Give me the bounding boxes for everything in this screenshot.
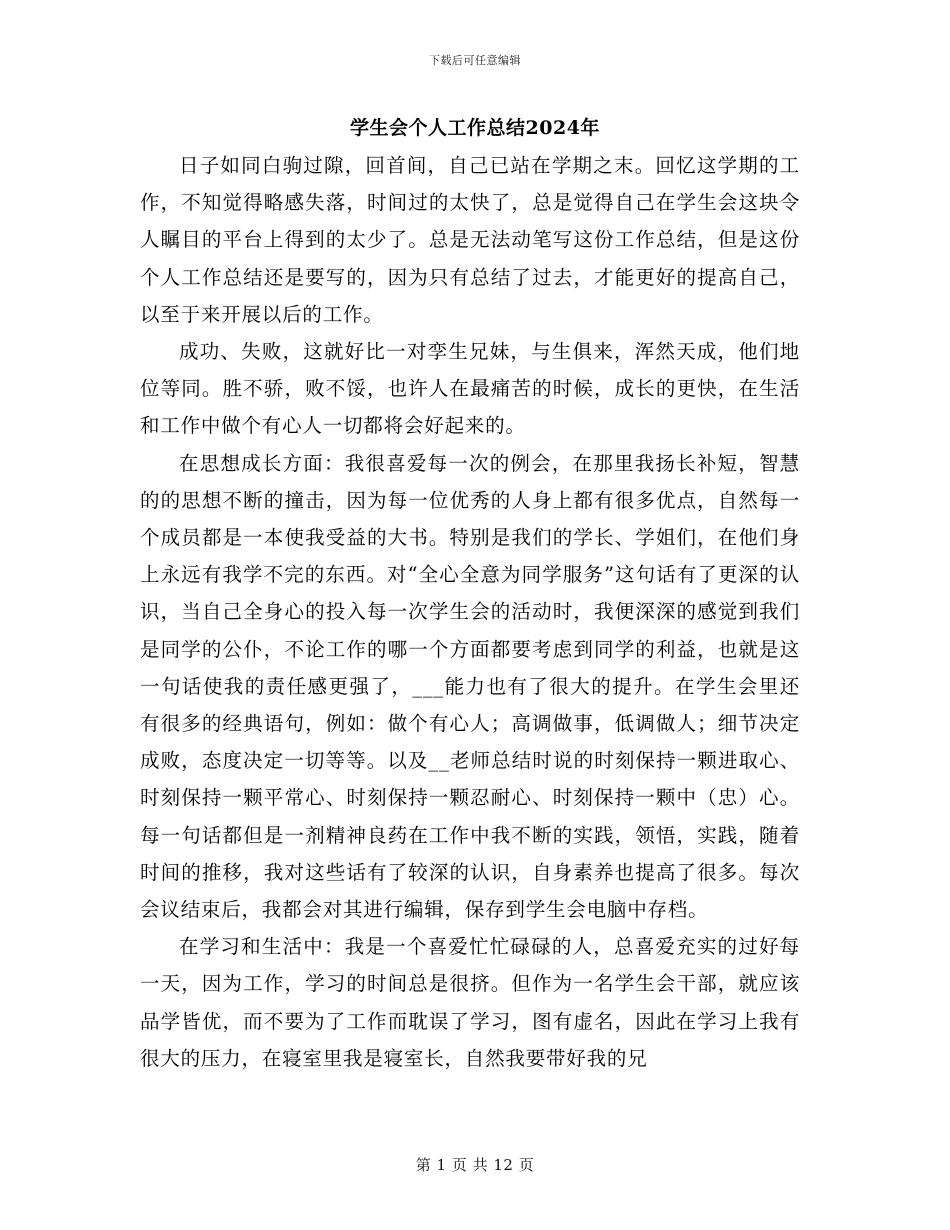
document-title: 学生会个人工作总结2024年 [350,117,600,139]
paragraph-study-life: 在学习和生活中：我是一个喜爱忙忙碌碌的人，总喜爱充实的过好每一天，因为工作，学习的时间总是很挤。但作为一名学生会干部，就应该品学皆优，而不要为了工作而耽误了学习，图有虚名，因此在学习上我有很大的压力，在寝室里我是寝室长，自然我要带好我的兄 [140,935,800,1070]
page-number: 第 1 页 共 12 页 [415,1156,535,1174]
document-body [140,147,800,1077]
download-note: 下载后可任意编辑 [429,54,521,67]
paragraph-success-failure: 成功、失败，这就好比一对孪生兄妹，与生俱来，浑然天成，他们地位等同。胜不骄，败不馁，也许人在最痛苦的时候，成长的更快，在生活和工作中做个有心人一切都将会好起来的。 [140,340,800,438]
paragraph-thought-growth: 在思想成长方面：我很喜爱每一次的例会，在那里我扬长补短，智慧的的思想不断的撞击，因为每一位优秀的人身上都有很多优点，自然每一个成员都是一本使我受益的大书。特别是我们的学长、学姐们，在他们身上永远有我学不完的东西。对“全心全意为同学服务”这句话有了更深的认识，当自己全身心的投入每一次学生会的活动时，我便深深的感觉到我们是同学的公仆，不论工作的哪一个方面都要考虑到同学的利益，也就是这一句话使我的责任感更强了，___能力也有了很大的提升。在学生会里还有很多的经典语句，例如：做个有心人；高调做事，低调做人；细节决定成败，态度决定一切等等。以及__老师总结时说的时刻保持一颗进取心、时刻保持一颗平常心、时刻保持一颗忍耐心、时刻保持一颗中（忠）心。每一句话都但是一剂精神良药在工作中我不断的实践，领悟，实践，随着时间的推移，我对这些话有了较深的认识，自身素养也提高了很多。每次会议结束后，我都会对其进行编辑，保存到学生会电脑中存档。 [140,451,800,922]
paragraph-intro: 日子如同白驹过隙，回首间，自己已站在学期之末。回忆这学期的工作，不知觉得略感失落，时间过的太快了，总是觉得自己在学生会这块令人瞩目的平台上得到的太少了。总是无法动笔写这份工作总结，但是这份个人工作总结还是要写的，因为只有总结了过去，才能更好的提高自己，以至于来开展以后的工作。 [140,154,800,326]
